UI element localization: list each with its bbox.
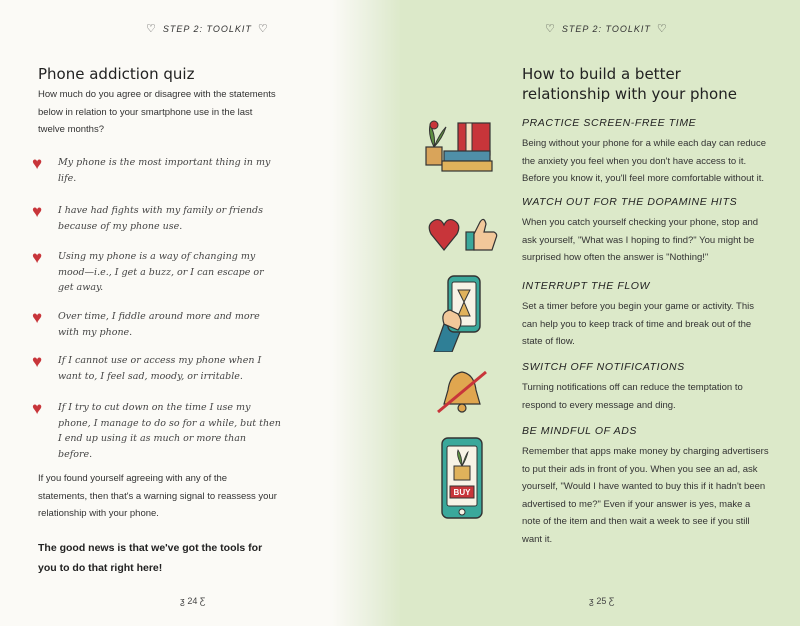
page-number	[180, 596, 205, 606]
quiz-statement	[32, 353, 282, 384]
running-header-text: STEP 2: TOOLKIT	[561, 23, 651, 34]
quiz-statement	[32, 155, 282, 186]
heart-outline-icon: ♡	[146, 23, 157, 35]
section-heading: SWITCH OFF NOTIFICATIONS	[522, 361, 685, 373]
heart-icon: ♥	[32, 352, 43, 371]
section-body: Being without your phone for a while each day can reduce the anxiety you feel when you don't have access to it. Before you know it, you'll feel more comfortable without it.	[522, 138, 766, 184]
page-number-value: 24	[187, 596, 198, 606]
quiz-statement	[32, 249, 282, 296]
quiz-statement	[32, 400, 282, 462]
section-body: When you catch yourself checking your phone, stop and ask yourself, "What was I hoping to find?" You might be surprised how often the answer is "Nothing!"	[522, 217, 759, 263]
section-body: Turning notifications off can reduce the temptation to respond to every message and ding.	[522, 382, 743, 411]
phone-ad-icon	[440, 436, 484, 520]
page-gutter	[332, 0, 400, 626]
page-number-deco: Ƹ	[606, 596, 615, 606]
heart-icon: ♥	[32, 308, 43, 327]
page-number	[589, 596, 614, 606]
phone-hourglass-icon	[430, 272, 490, 352]
quiz-statement-text: My phone is the most important thing in my life.	[58, 157, 271, 184]
quiz-statement-text: I have had fights with my family or friends because of my phone use.	[58, 205, 263, 232]
heart-thumbs-up-icon	[428, 212, 498, 254]
page-number-deco: ƺ	[180, 596, 188, 606]
quiz-statement-text: If I cannot use or access my phone when I want to, I feel sad, moody, or irritable.	[58, 355, 262, 382]
quiz-statement-text: If I try to cut down on the time I use my phone, I manage to do so for a while, but then I end up using it as much or more than before.	[58, 402, 281, 460]
conclusion-text: If you found yourself agreeing with any of the statements, then that's a warning signal to reassess your relationship with your phone.	[38, 473, 277, 519]
page-number-deco: Ƹ	[197, 596, 206, 606]
quiz-statement	[32, 309, 282, 340]
running-header	[545, 22, 668, 35]
muted-bell-icon	[432, 368, 492, 416]
page-title: Phone addiction quiz	[38, 65, 195, 83]
heart-icon: ♥	[32, 154, 43, 173]
ad-buy-label: BUY	[453, 488, 471, 497]
quiz-statement	[32, 203, 282, 234]
section-body: Set a timer before you begin your game or activity. This can help you to keep track of time and break out of the state of flow.	[522, 301, 754, 347]
page-number-value: 25	[596, 596, 607, 606]
good-news-text: The good news is that we've got the tools for you to do that right here!	[38, 542, 263, 574]
quiz-statement-text: Over time, I fiddle around more and more with my phone.	[58, 311, 260, 338]
heart-icon: ♥	[32, 248, 43, 267]
running-header	[146, 22, 269, 35]
heart-icon: ♥	[32, 399, 43, 418]
section-heading: BE MINDFUL OF ADS	[522, 425, 638, 437]
section-body: Remember that apps make money by charging advertisers to put their ads in front of you. When you see an ad, ask yourself, "Would I have wanted to buy this if it hadn't been advertised to me?" Even if your answer is yes, make a note of the item and then wait a week to see if you still want it.	[522, 446, 769, 545]
heart-icon: ♥	[32, 202, 43, 221]
heart-outline-icon: ♡	[545, 23, 556, 35]
page-number-deco: ƺ	[589, 596, 597, 606]
section-heading: PRACTICE SCREEN-FREE TIME	[522, 117, 697, 129]
section-heading: INTERRUPT THE FLOW	[522, 280, 651, 292]
intro-text: How much do you agree or disagree with the statements below in relation to your smartphone use in the last twelve months?	[38, 89, 276, 135]
running-header-text: STEP 2: TOOLKIT	[162, 23, 252, 34]
quiz-statement-text: Using my phone is a way of changing my mood—i.e., I get a buzz, or I can escape or get away.	[58, 251, 264, 293]
books-and-plant-icon	[420, 115, 500, 175]
section-heading: WATCH OUT FOR THE DOPAMINE HITS	[522, 196, 738, 208]
heart-outline-icon: ♡	[656, 23, 668, 35]
page-title: How to build a better relationship with your phone	[522, 65, 737, 103]
heart-outline-icon: ♡	[257, 23, 269, 35]
